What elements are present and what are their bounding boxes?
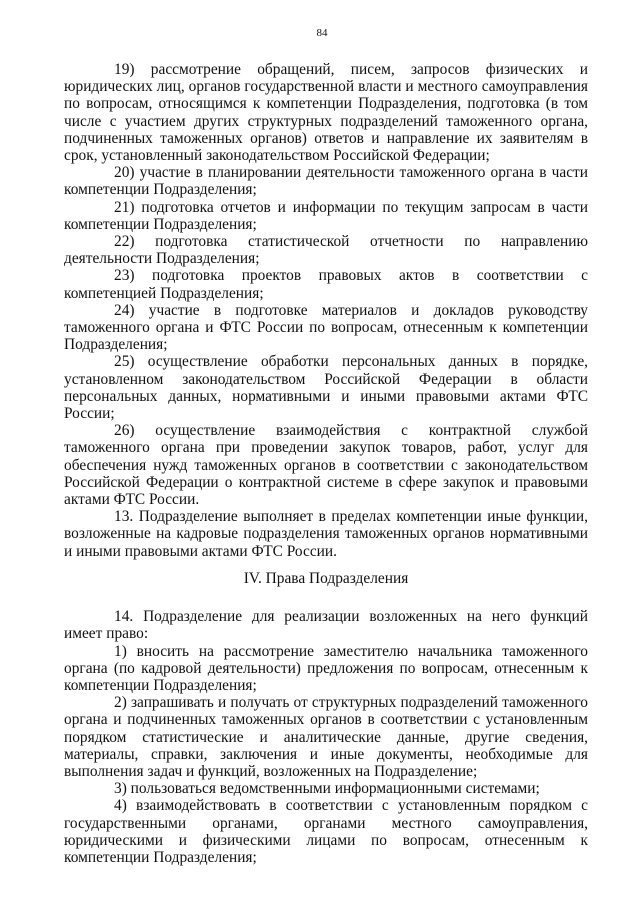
paragraph: 13. Подразделение выполняет в пределах компетенции иные функции, возложенные на кадровые подразделения таможенных органов нормативными и иными правовыми актами ФТС России. xyxy=(64,508,588,560)
section-heading: IV. Права Подразделения xyxy=(243,569,409,587)
paragraph: 3) пользоваться ведомственными информационными системами; xyxy=(114,780,540,798)
paragraph: 22) подготовка статистической отчетности по направлению деятельности Подразделения; xyxy=(64,233,588,268)
paragraph: 1) вносить на рассмотрение заместителю начальника таможенного органа (по кадровой деятельности) предложения по вопросам, отнесенным к компетенции Подразделения; xyxy=(64,642,588,694)
paragraph: 21) подготовка отчетов и информации по текущим запросам в части компетенции Подразделения; xyxy=(64,198,588,233)
paragraph: 24) участие в подготовке материалов и докладов руководству таможенного органа и ФТС России по вопросам, отнесенным к компетенции Подразделения; xyxy=(64,301,588,354)
paragraph: 25) осуществление обработки персональных данных в порядке, установленном законодательством Российской Федерации в области персональных данных, нормативными и иными правовыми актами ФТС России; xyxy=(64,353,588,423)
paragraph: 2) запрашивать и получать от структурных подразделений таможенного органа и подчиненных таможенных органов в соответствии с установленным порядком статистические и аналитические данные, другие сведения, материалы, справки, заключения и иные документы, необходимые для выполнения задач и функций, возложенных на Подразделение; xyxy=(64,694,588,780)
page-number: 84 xyxy=(316,27,328,39)
paragraph: 19) рассмотрение обращений, писем, запросов физических и юридических лиц, органов государственной власти и местного самоуправления по вопросам, относящимся к компетенции Подразделения, подготовка (в том числе с участием других структурных подразделений таможенного органа, подчиненных таможенных органов) ответов и направление их заявителям в срок, установленный законодательством Российской Федерации; xyxy=(64,61,588,165)
paragraph: 23) подготовка проектов правовых актов в соответствии с компетенцией Подразделения; xyxy=(64,267,588,302)
paragraph: 4) взаимодействовать в соответствии с установленным порядком с государственными органами, органами местного самоуправления, юридическими и физическими лицами по вопросам, отнесенным к компетенции Подразделения; xyxy=(64,797,588,866)
paragraph: 20) участие в планировании деятельности таможенного органа в части компетенции Подразделения; xyxy=(64,164,588,199)
paragraph: 26) осуществление взаимодействия с контрактной службой таможенного органа при проведении закупок товаров, работ, услуг для обеспечения нужд таможенных органов в соответствии с законодательством Российской Федерации о контрактной системе в сфере закупок и правовыми актами ФТС России. xyxy=(64,422,588,509)
document-body xyxy=(64,61,588,866)
paragraph: 14. Подразделение для реализации возложенных на него функций имеет право: xyxy=(64,608,588,643)
